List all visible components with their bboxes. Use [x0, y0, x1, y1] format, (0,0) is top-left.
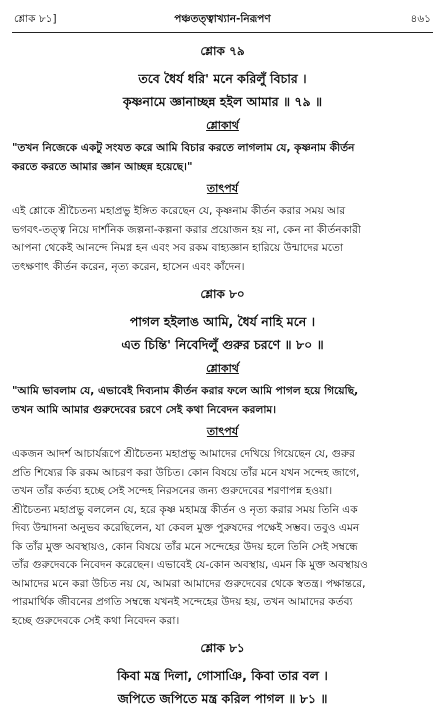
- text-line: একজন আদর্শ আচার্যরূপে শ্রীচৈতন্য মহাপ্রভু আমাদের দেখিয়ে গিয়েছেন যে, গুরুর: [12, 448, 355, 460]
- text-line: আপনা থেকেই আনন্দে নিমগ্ন হন এবং সব রকম বাহ্যজ্ঞান হারিয়ে উন্মাদের মতো: [12, 242, 344, 254]
- translation-text: [12, 139, 433, 176]
- verse-line: জপিতে জপিতে মন্ত্র করিল পাগল ॥ ৮১ ॥: [117, 691, 328, 706]
- header-chapter-title: পঞ্চতত্ত্বাখ্যান-নিরূপণ: [174, 13, 271, 25]
- verse-line: কিবা মন্ত্র দিলা, গোসাঞি, কিবা তার বল ।: [117, 668, 328, 683]
- text-line: শ্রীচৈতন্য মহাপ্রভু বললেন যে, হরে কৃষ্ণ মহামন্ত্র কীর্তন ও নৃত্য করার সময় তিনি এক: [12, 503, 358, 516]
- page-number: ৪৬১: [410, 13, 431, 25]
- verse-line: তবে ধৈর্য ধরি' মনে করিলুঁ বিচার ।: [138, 71, 307, 86]
- running-header: [12, 6, 433, 33]
- header-verse-ref: শ্লোক ৮১]: [14, 13, 57, 25]
- verse-line: কৃষ্ণনামে জ্ঞানাচ্ছন্ন হইল আমার ॥ ৭৯ ॥: [122, 94, 323, 109]
- verse-section-80: [12, 286, 433, 630]
- verse-number: শ্লোক ৭৯: [200, 44, 245, 58]
- text-line: পারমার্থিক জীবনের প্রগতি সম্বন্ধে যখনই সন্দেহের উদয় হয়, তখন আমাদের কর্তব্য: [12, 596, 353, 608]
- text-line: "আমি ভাবলাম যে, এভাবেই দিব্যনাম কীর্তন করার ফলে আমি পাগল হয়ে গিয়েছি,: [12, 385, 359, 397]
- verse-line: এত চিন্তি' নিবেদিলুঁ গুরুর চরণে ॥ ৮০ ॥: [121, 337, 324, 352]
- purport-text: [12, 445, 433, 630]
- text-line: তাঁর গুরুদেবকে নিবেদন করেছেন। এভাবেই যে-কোন অবস্থায়, এমন কি মুক্ত অবস্থায়ও: [12, 559, 368, 571]
- translation-heading: শ্লোকার্থ: [206, 362, 239, 375]
- text-line: এই শ্লোকে শ্রীচৈতন্য মহাপ্রভু ইঙ্গিত করেছেন যে, কৃষ্ণনাম কীর্তন করার সময় আর: [12, 205, 346, 217]
- text-line: আমাদের মনে করা উচিত নয় যে, আমরা আমাদের গুরুদেবের থেকে স্বতন্ত্র। পক্ষান্তরে,: [12, 577, 366, 590]
- text-line: করতে করতে আমার জ্ঞান আচ্ছন্ন হয়েছে।": [12, 160, 193, 173]
- text-line: ভগবৎ-তত্ত্ব নিয়ে দার্শনিক জল্পনা-কল্পনা করার প্রয়োজন হয় না, কেন না কীর্তনকারী: [12, 223, 361, 236]
- purport-heading: তাৎপর্য: [206, 425, 239, 438]
- verse-line: পাগল হইলাঙ আমি, ধৈর্য নাহি মনে ।: [129, 314, 316, 329]
- translation-text: [12, 382, 433, 419]
- translation-heading: শ্লোকার্থ: [206, 119, 239, 132]
- text-line: কি তাঁর মুক্ত অবস্থায়ও, কোন বিষয়ে তাঁর মনে সন্দেহের উদয় হলে তিনি সেই সম্বন্ধে: [12, 540, 358, 553]
- verse-number: শ্লোক ৮০: [200, 287, 245, 301]
- text-line: হচ্ছে গুরুদেবকে সেই কথা নিবেদন করা।: [12, 614, 180, 627]
- verse-number: শ্লোক ৮১: [200, 641, 245, 655]
- text-line: তখন আমি আমার গুরুদেবের চরণে সেই কথা নিবেদন করলাম।: [12, 403, 277, 416]
- purport-text: [12, 202, 433, 276]
- text-line: তৎক্ষণাৎ কীর্তন করেন, নৃত্য করেন, হাসেন এবং কাঁদেন।: [12, 260, 245, 273]
- verse-section-81: [12, 640, 433, 710]
- purport-heading: তাৎপর্য: [206, 182, 239, 195]
- text-line: তখন তাঁর কর্তব্য হচ্ছে সেই সন্দেহ নিরসনের জন্য গুরুদেবের শরণাপন্ন হওয়া।: [12, 485, 333, 497]
- text-line: দিব্য উন্মাদনা অনুভব করেছিলেন, যা কেবল মুক্ত পুরুষদের পক্ষেই সম্ভব। তবুও এমন: [12, 522, 360, 534]
- text-line: প্রতি শিষ্যের কি রকম আচরণ করা উচিত। কোন বিষয়ে তাঁর মনে যখন সন্দেহ জাগে,: [12, 466, 360, 479]
- text-line: "তখন নিজেকে একটু সংযত করে আমি বিচার করতে লাগলাম যে, কৃষ্ণনাম কীর্তন: [12, 142, 355, 154]
- verse-section-79: [12, 43, 433, 276]
